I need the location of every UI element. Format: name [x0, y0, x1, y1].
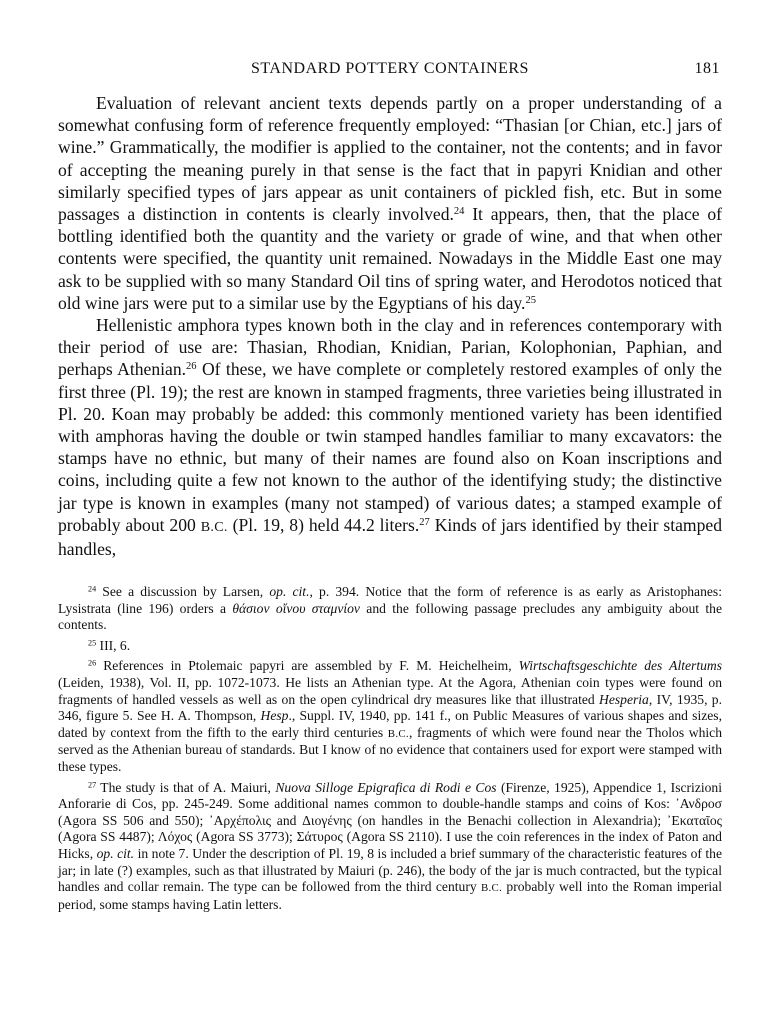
- footnote-24: $^{24}$ See a discussion by Larsen, op. cit., p. 394. Notice that the form of reference is as early as Aristophanes: Lysistrata (line 196) orders a θάσιον οἴνου σταμνίον and the following passage precludes any ambiguity about the contents.: [58, 584, 722, 633]
- paragraph-2: Hellenistic amphora types known both in the clay and in references contemporary with their period of use are: Thasian, Rhodian, Knidian, Parian, Kolophonian, Paphian, and perhaps Athenian.$^{26}$ Of these, we have complete or completely restored examples of only the first three (Pl. 19); the rest are known in stamped fragments, three varieties being illustrated in Pl. 20. Koan may probably be added: this commonly mentioned variety has been identified with amphoras having the double or twin stamped handles familiar to many excavators: the stamps have no ethnic, but many of their names are found also on Koan inscriptions and coins, including quite a few not known to the author of the identifying study; the distinctive jar type is known in examples (many not stamped) of various dates; a stamped example of probably about 200 B.C. (Pl. 19, 8) held 44.2 liters.$^{27}$ Kinds of jars identified by their stamped handles,: [58, 315, 722, 560]
- footnote-27: $^{27}$ The study is that of A. Maiuri, Nuova Silloge Epigrafica di Rodi e Cos (Firenze, 1925), Appendice 1, Iscrizioni Anforarie di Cos, pp. 245-249. Some additional names common to double-handle stamps and coins of Kos: ᾿Ανδροσ (Agora SS 506 and 550); ᾿Αρχέπολις and Διογένης (on handles in the Benachi collection in Alexandria); ᾿Εκαταῖος (Agora SS 4487); Λόχος (Agora SS 3773); Σάτυρος (Agora SS 2110). I use the coin references in the index of Paton and Hicks, op. cit. in note 7. Under the description of Pl. 19, 8 is included a brief summary of the characteristic features of the jar; in late (?) examples, such as that illustrated by Maiuri (p. 246), the body of the jar is much contracted, but the typical handles and collar remain. The type can be followed from the third century B.C. probably well into the Roman imperial period, some stamps having Latin letters.: [58, 779, 722, 912]
- paragraph-1: Evaluation of relevant ancient texts depends partly on a proper understanding of a somewhat confusing form of reference frequently employed: “Thasian [or Chian, etc.] jars of wine.” Grammatically, the modifier is applied to the container, not the contents; and in favor of accepting the meaning purely in that sense is the fact that in papyri Knidian and other similarly specified types of jars appear as unit containers of pickled fish, etc. But in some passages a distinction in contents is clearly involved.$^{24}$ It appears, then, that the place of bottling identified both the quantity and the variety or grade of wine, and that when other contents were specified, the quantity unit remained. Nowadays in the Middle East one may ask to be supplied with so many Standard Oil tins of spring water, and Herodotos noticed that old wine jars were put to a similar use by the Egyptians of his day.$^{25}$: [58, 93, 722, 313]
- footnote-ref-27: 27: [419, 517, 430, 529]
- running-title: STANDARD POTTERY CONTAINERS: [251, 60, 529, 77]
- body-text: [58, 92, 722, 560]
- footnotes: [58, 584, 722, 917]
- running-head: [60, 60, 720, 84]
- footnote-ref-26: 26: [186, 361, 197, 373]
- footnote-26: $^{26}$ References in Ptolemaic papyri are assembled by F. M. Heichelheim, Wirtschaftsgeschichte des Altertums (Leiden, 1938), Vol. II, pp. 1072-1073. He lists an Athenian type. At the Agora, Athenian coin types were found on fragments of handled vessels as well as on the open cylindrical dry measures like that illustrated Hesperia, IV, 1935, p. 346, figure 5. See H. A. Thompson, Hesp., Suppl. IV, 1940, pp. 141 f., on Public Measures of various shapes and sizes, dated by context from the fifth to the early third centuries B.C., fragments of which were found near the Tholos which served as the Athenian bureau of standards. But I know of no evidence that containers used for export were stamped with these types.: [58, 658, 722, 774]
- footnote-ref-24: 24: [453, 206, 465, 218]
- footnote-25: $^{25}$ III, 6.: [88, 637, 131, 653]
- footnote-ref-25: 25: [525, 295, 536, 307]
- page-number: 181: [694, 60, 720, 77]
